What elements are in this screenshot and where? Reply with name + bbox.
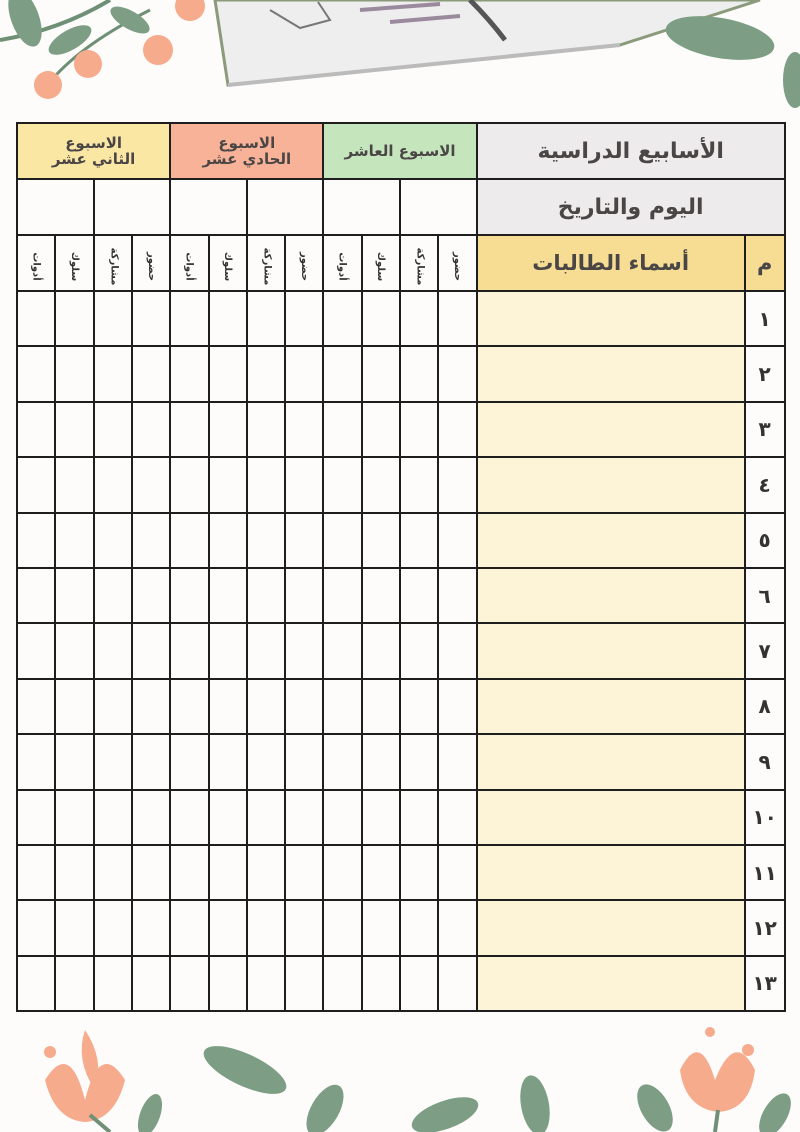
mark-cell[interactable]: [209, 291, 247, 346]
mark-cell[interactable]: [285, 623, 323, 678]
date-title: اليوم والتاريخ: [477, 179, 785, 235]
date-cell[interactable]: [170, 179, 247, 235]
student-name-cell[interactable]: [477, 291, 745, 346]
column-header-label: مشاركة: [414, 247, 426, 285]
row-number: ١١: [745, 845, 785, 900]
mark-cell[interactable]: [247, 734, 285, 789]
mark-cell[interactable]: [438, 291, 476, 346]
mark-cell[interactable]: [132, 402, 170, 457]
column-header: [94, 235, 132, 291]
student-name-cell[interactable]: [477, 956, 745, 1011]
mark-cell[interactable]: [400, 402, 438, 457]
column-header: [400, 235, 438, 291]
mark-cell[interactable]: [400, 513, 438, 568]
mark-cell[interactable]: [132, 291, 170, 346]
mark-cell[interactable]: [362, 956, 400, 1011]
table-row: [17, 734, 785, 789]
mark-cell[interactable]: [247, 679, 285, 734]
column-header: [209, 235, 247, 291]
mark-cell[interactable]: [209, 900, 247, 955]
date-cell[interactable]: [400, 179, 477, 235]
leaf-branch-icon: [0, 0, 205, 99]
row-number: ٢: [745, 346, 785, 401]
table-row: [17, 623, 785, 678]
mark-cell[interactable]: [362, 845, 400, 900]
mark-cell[interactable]: [132, 845, 170, 900]
mark-cell[interactable]: [247, 402, 285, 457]
student-name-cell[interactable]: [477, 790, 745, 845]
mark-cell[interactable]: [170, 900, 208, 955]
mark-cell[interactable]: [94, 346, 132, 401]
column-header-label: أدوات: [30, 251, 42, 281]
mark-cell[interactable]: [170, 956, 208, 1011]
mark-cell[interactable]: [209, 679, 247, 734]
table-row: [17, 845, 785, 900]
mark-cell[interactable]: [400, 457, 438, 512]
mark-cell[interactable]: [400, 845, 438, 900]
weeks-header-row: [17, 123, 785, 179]
mark-cell[interactable]: [209, 734, 247, 789]
mark-cell[interactable]: [94, 790, 132, 845]
mark-cell[interactable]: [170, 623, 208, 678]
mark-cell[interactable]: [209, 956, 247, 1011]
mark-cell[interactable]: [55, 291, 93, 346]
table-row: [17, 790, 785, 845]
mark-cell[interactable]: [400, 790, 438, 845]
mark-cell[interactable]: [362, 900, 400, 955]
mark-cell[interactable]: [400, 956, 438, 1011]
mark-cell[interactable]: [17, 402, 55, 457]
mark-cell[interactable]: [209, 845, 247, 900]
week-10-header: الاسبوع العاشر: [323, 123, 476, 179]
mark-cell[interactable]: [323, 568, 361, 623]
mark-cell[interactable]: [132, 734, 170, 789]
mark-cell[interactable]: [209, 402, 247, 457]
mark-cell[interactable]: [132, 956, 170, 1011]
table-row: [17, 402, 785, 457]
row-number: ٦: [745, 568, 785, 623]
mark-cell[interactable]: [94, 513, 132, 568]
mark-cell[interactable]: [400, 623, 438, 678]
table-row: [17, 291, 785, 346]
mark-cell[interactable]: [438, 623, 476, 678]
table-row: [17, 346, 785, 401]
mark-cell[interactable]: [94, 568, 132, 623]
mark-cell[interactable]: [17, 568, 55, 623]
column-header: [323, 235, 361, 291]
mark-cell[interactable]: [323, 402, 361, 457]
table-row: [17, 513, 785, 568]
student-name-cell[interactable]: [477, 734, 745, 789]
mark-cell[interactable]: [285, 679, 323, 734]
names-header: أسماء الطالبات: [477, 235, 745, 291]
mark-cell[interactable]: [132, 346, 170, 401]
mark-cell[interactable]: [132, 513, 170, 568]
leaf-icon: [516, 1073, 554, 1132]
mark-cell[interactable]: [55, 679, 93, 734]
column-header-label: سلوك: [375, 251, 387, 281]
mark-cell[interactable]: [438, 513, 476, 568]
mark-cell[interactable]: [55, 402, 93, 457]
mark-cell[interactable]: [209, 623, 247, 678]
mark-cell[interactable]: [55, 845, 93, 900]
mark-cell[interactable]: [17, 457, 55, 512]
column-header: [362, 235, 400, 291]
mark-cell[interactable]: [362, 513, 400, 568]
leaf-icon: [407, 1090, 482, 1132]
mark-cell[interactable]: [323, 845, 361, 900]
mark-cell[interactable]: [170, 568, 208, 623]
mark-cell[interactable]: [285, 457, 323, 512]
mark-cell[interactable]: [438, 346, 476, 401]
mark-cell[interactable]: [170, 679, 208, 734]
mark-cell[interactable]: [170, 845, 208, 900]
mark-cell[interactable]: [438, 900, 476, 955]
date-cell[interactable]: [323, 179, 400, 235]
leaf-icon: [197, 1036, 292, 1103]
mark-cell[interactable]: [438, 956, 476, 1011]
mark-cell[interactable]: [132, 900, 170, 955]
student-name-cell[interactable]: [477, 845, 745, 900]
mark-cell[interactable]: [400, 734, 438, 789]
table-row: [17, 900, 785, 955]
row-number: ٥: [745, 513, 785, 568]
leaf-icon: [783, 52, 800, 108]
column-header: [285, 235, 323, 291]
table-row: [17, 679, 785, 734]
mark-cell[interactable]: [323, 457, 361, 512]
student-name-cell[interactable]: [477, 402, 745, 457]
mark-cell[interactable]: [94, 900, 132, 955]
mark-cell[interactable]: [170, 790, 208, 845]
column-header-label: حضور: [452, 251, 463, 281]
mark-cell[interactable]: [55, 346, 93, 401]
columns-header-row: [17, 235, 785, 291]
column-header: [438, 235, 476, 291]
mark-cell[interactable]: [285, 402, 323, 457]
mark-cell[interactable]: [55, 623, 93, 678]
mark-cell[interactable]: [170, 346, 208, 401]
mark-cell[interactable]: [17, 623, 55, 678]
mark-cell[interactable]: [285, 900, 323, 955]
mark-cell[interactable]: [400, 346, 438, 401]
mark-cell[interactable]: [94, 845, 132, 900]
mark-cell[interactable]: [209, 457, 247, 512]
mark-cell[interactable]: [55, 956, 93, 1011]
mark-cell[interactable]: [17, 346, 55, 401]
mark-cell[interactable]: [94, 291, 132, 346]
mark-cell[interactable]: [55, 568, 93, 623]
mark-cell[interactable]: [94, 956, 132, 1011]
number-header: م: [745, 235, 785, 291]
student-name-cell[interactable]: [477, 513, 745, 568]
mark-cell[interactable]: [170, 513, 208, 568]
column-header: [170, 235, 208, 291]
mark-cell[interactable]: [94, 679, 132, 734]
mark-cell[interactable]: [362, 679, 400, 734]
row-number: ١٣: [745, 956, 785, 1011]
mark-cell[interactable]: [362, 457, 400, 512]
row-number: ١٢: [745, 900, 785, 955]
table-row: [17, 457, 785, 512]
column-header-label: حضور: [145, 251, 157, 281]
mark-cell[interactable]: [438, 790, 476, 845]
mark-cell[interactable]: [438, 457, 476, 512]
mark-cell[interactable]: [285, 568, 323, 623]
flower-icon: [44, 1030, 167, 1132]
student-name-cell[interactable]: [477, 346, 745, 401]
mark-cell[interactable]: [247, 513, 285, 568]
mark-cell[interactable]: [55, 790, 93, 845]
mark-cell[interactable]: [17, 956, 55, 1011]
mark-cell[interactable]: [17, 291, 55, 346]
mark-cell[interactable]: [209, 346, 247, 401]
mark-cell[interactable]: [362, 402, 400, 457]
column-header: [132, 235, 170, 291]
date-cell[interactable]: [247, 179, 324, 235]
mark-cell[interactable]: [323, 790, 361, 845]
mark-cell[interactable]: [247, 956, 285, 1011]
mark-cell[interactable]: [247, 291, 285, 346]
mark-cell[interactable]: [17, 845, 55, 900]
mark-cell[interactable]: [17, 900, 55, 955]
mark-cell[interactable]: [400, 679, 438, 734]
mark-cell[interactable]: [285, 291, 323, 346]
column-header-label: مشاركة: [261, 247, 273, 285]
row-number: ١٠: [745, 790, 785, 845]
mark-cell[interactable]: [438, 402, 476, 457]
row-number: ٨: [745, 679, 785, 734]
mark-cell[interactable]: [362, 790, 400, 845]
student-name-cell[interactable]: [477, 900, 745, 955]
mark-cell[interactable]: [438, 679, 476, 734]
mark-cell[interactable]: [132, 623, 170, 678]
column-header-label: سلوك: [68, 251, 80, 281]
student-name-cell[interactable]: [477, 679, 745, 734]
mark-cell[interactable]: [55, 900, 93, 955]
mark-cell[interactable]: [132, 568, 170, 623]
mark-cell[interactable]: [170, 402, 208, 457]
weeks-title: الأسابيع الدراسية: [477, 123, 785, 179]
mark-cell[interactable]: [170, 291, 208, 346]
mark-cell[interactable]: [94, 623, 132, 678]
student-name-cell[interactable]: [477, 623, 745, 678]
mark-cell[interactable]: [94, 734, 132, 789]
mark-cell[interactable]: [323, 513, 361, 568]
mark-cell[interactable]: [55, 513, 93, 568]
mark-cell[interactable]: [247, 457, 285, 512]
mark-cell[interactable]: [94, 402, 132, 457]
mark-cell[interactable]: [285, 790, 323, 845]
mark-cell[interactable]: [323, 346, 361, 401]
mark-cell[interactable]: [247, 845, 285, 900]
flower-icon: [680, 1027, 797, 1132]
mark-cell[interactable]: [285, 734, 323, 789]
column-header: [17, 235, 55, 291]
date-cell[interactable]: [94, 179, 171, 235]
column-header-label: أدوات: [183, 251, 195, 281]
mark-cell[interactable]: [323, 623, 361, 678]
mark-cell[interactable]: [209, 513, 247, 568]
mark-cell[interactable]: [438, 845, 476, 900]
mark-cell[interactable]: [247, 623, 285, 678]
mark-cell[interactable]: [17, 679, 55, 734]
mark-cell[interactable]: [209, 568, 247, 623]
mark-cell[interactable]: [247, 790, 285, 845]
week-11-header: الاسبوع الحادي عشر: [170, 123, 323, 179]
mark-cell[interactable]: [247, 900, 285, 955]
mark-cell[interactable]: [247, 346, 285, 401]
week-12-header: الاسبوع الثاني عشر: [17, 123, 170, 179]
mark-cell[interactable]: [400, 291, 438, 346]
mark-cell[interactable]: [17, 513, 55, 568]
column-header: [247, 235, 285, 291]
mark-cell[interactable]: [285, 845, 323, 900]
mark-cell[interactable]: [400, 568, 438, 623]
column-header-label: مشاركة: [107, 247, 119, 285]
mark-cell[interactable]: [362, 568, 400, 623]
mark-cell[interactable]: [132, 457, 170, 512]
row-number: ٧: [745, 623, 785, 678]
leaf-icon: [630, 1078, 680, 1132]
column-header-label: أدوات: [337, 251, 349, 281]
date-row: [17, 179, 785, 235]
mark-cell[interactable]: [323, 291, 361, 346]
mark-cell[interactable]: [17, 790, 55, 845]
row-number: ٩: [745, 734, 785, 789]
mark-cell[interactable]: [323, 900, 361, 955]
mark-cell[interactable]: [323, 734, 361, 789]
mark-cell[interactable]: [247, 568, 285, 623]
mark-cell[interactable]: [285, 346, 323, 401]
mark-cell[interactable]: [17, 734, 55, 789]
mark-cell[interactable]: [323, 679, 361, 734]
table-row: [17, 956, 785, 1011]
mark-cell[interactable]: [438, 734, 476, 789]
table-row: [17, 568, 785, 623]
mark-cell[interactable]: [132, 679, 170, 734]
row-number: ٤: [745, 457, 785, 512]
mark-cell[interactable]: [55, 734, 93, 789]
mark-cell[interactable]: [55, 457, 93, 512]
row-number: ١: [745, 291, 785, 346]
mark-cell[interactable]: [132, 790, 170, 845]
attendance-table: [16, 122, 786, 1012]
mark-cell[interactable]: [285, 513, 323, 568]
mark-cell[interactable]: [362, 291, 400, 346]
leaf-icon: [299, 1079, 351, 1132]
mark-cell[interactable]: [323, 956, 361, 1011]
mark-cell[interactable]: [94, 457, 132, 512]
mark-cell[interactable]: [209, 790, 247, 845]
column-header-label: حضور: [298, 251, 310, 281]
student-name-cell[interactable]: [477, 568, 745, 623]
column-header-label: سلوك: [222, 251, 234, 281]
mark-cell[interactable]: [362, 623, 400, 678]
mark-cell[interactable]: [170, 457, 208, 512]
row-number: ٣: [745, 402, 785, 457]
mark-cell[interactable]: [170, 734, 208, 789]
student-name-cell[interactable]: [477, 457, 745, 512]
mark-cell[interactable]: [362, 734, 400, 789]
date-cell[interactable]: [17, 179, 94, 235]
mark-cell[interactable]: [285, 956, 323, 1011]
column-header: [55, 235, 93, 291]
mark-cell[interactable]: [400, 900, 438, 955]
mark-cell[interactable]: [362, 346, 400, 401]
mark-cell[interactable]: [438, 568, 476, 623]
